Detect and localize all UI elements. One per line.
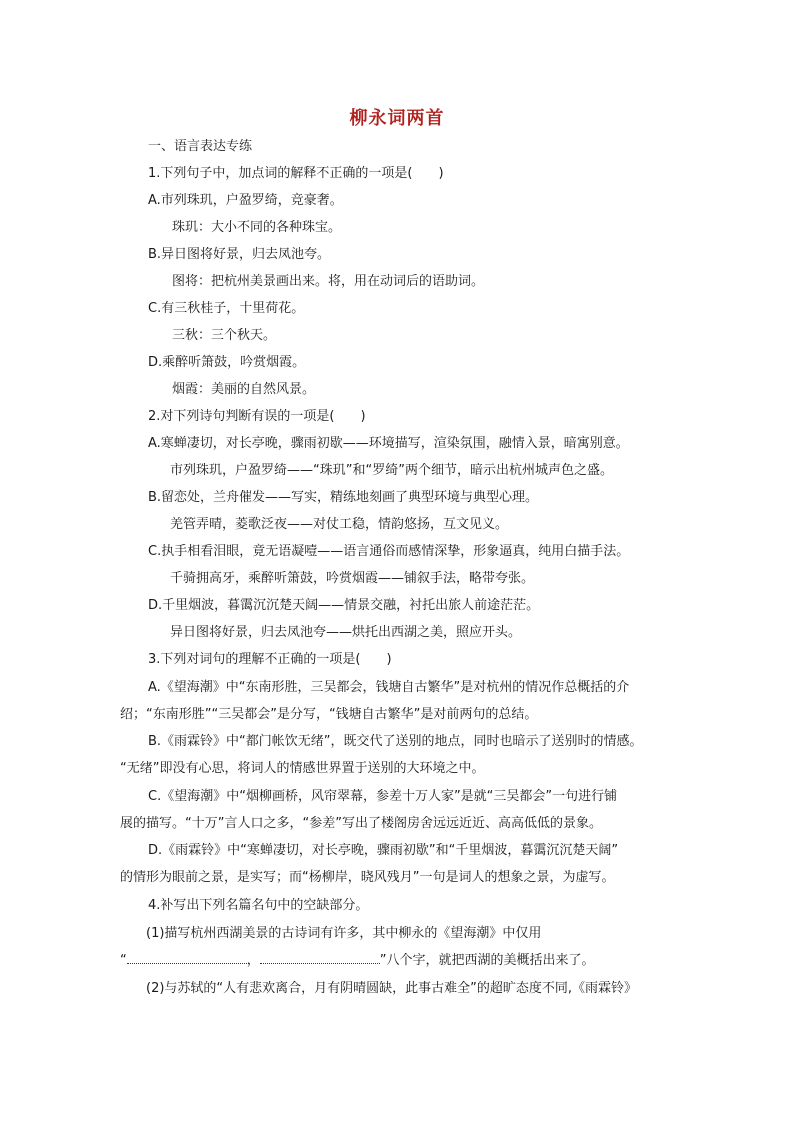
q1-option-a: A.市列珠玑，户盈罗绮，竞豪奢。	[148, 193, 343, 208]
q3-option-d-line1: D.《雨霖铃》中“寒蝉凄切，对长亭晚，骤雨初歇”和“千里烟波，暮霭沉沉楚天阔”	[148, 843, 619, 858]
q2-option-d-line2: 异日图将好景，归去凤池夸——烘托出西湖之美，照应开头。	[170, 625, 522, 640]
q3-option-c-line1: C.《望海潮》中“烟柳画桥，风帘翠幕，参差十万人家”是就“三吴都会”一句进行铺	[148, 789, 618, 804]
q1-option-a-note: 珠玑：大小不同的各种珠宝。	[172, 220, 342, 235]
q4-item2-line1: (2)与苏轼的“人有悲欢离合，月有阴晴圆缺，此事古难全”的超旷态度不同,《雨霖铃》	[146, 981, 638, 996]
q2-option-c-line1: C.执手相看泪眼，竟无语凝噎——语言通俗而感情深挚，形象逼真，纯用白描手法。	[148, 544, 630, 559]
section-heading: 一、语言表达专练	[148, 139, 253, 154]
q1-option-c-note: 三秋：三个秋天。	[172, 328, 277, 343]
item1-closing-text: ”八个字，就把西湖的美概括出来了。	[379, 953, 595, 968]
q1-option-b: B.异日图将好景，归去凤池夸。	[148, 247, 331, 262]
q3-option-a-line1: A.《望海潮》中“东南形胜，三吴都会，钱塘自古繁华”是对杭州的情况作总概括的介	[148, 680, 630, 695]
q1-option-c: C.有三秋桂子，十里荷花。	[148, 301, 305, 316]
q3-option-b-line1: B.《雨霖铃》中“都门帐饮无绪”，既交代了送别的地点，同时也暗示了送别时的情感。	[148, 734, 643, 749]
page-title: 柳永词两首	[349, 108, 445, 129]
q2-option-a-line1: A.寒蝉凄切，对长亭晚，骤雨初歇——环境描写，渲染氛围，融情入景，暗寓别意。	[148, 436, 629, 451]
q3-stem: 3.下列对词句的理解不正确的一项是( )	[148, 652, 392, 667]
q1-stem: 1.下列句子中，加点词的解释不正确的一项是( )	[148, 166, 444, 181]
q1-option-d: D.乘醉听箫鼓，吟赏烟霞。	[148, 355, 306, 370]
q3-option-c-line2: 展的描写。“十万”言人口之多，“参差”写出了楼阁房舍远远近近、高高低低的景象。	[120, 816, 602, 831]
q3-option-a-line2: 绍；“东南形胜”“三吴都会”是分写，“钱塘自古繁华”是对前两句的总结。	[120, 707, 538, 722]
q2-option-d-line1: D.千里烟波，暮霭沉沉楚天阔——情景交融，衬托出旅人前途茫茫。	[148, 598, 540, 613]
q3-option-b-line2: “无绪”即没有心思，将词人的情感世界置于送别的大环境之中。	[120, 761, 485, 776]
q3-option-d-line2: 的情形为眼前之景，是实写；而“杨柳岸，晓风残月”一句是词人的想象之景，为虚写。	[120, 870, 615, 885]
q1-option-d-note: 烟霞：美丽的自然风景。	[172, 382, 316, 397]
q4-stem: 4.补写出下列名篇名句中的空缺部分。	[148, 898, 369, 913]
q2-option-b-line1: B.留恋处，兰舟催发——写实，精练地刻画了典型环境与典型心理。	[148, 490, 539, 505]
q2-option-b-line2: 羌管弄晴，菱歌泛夜——对仗工稳，情韵悠扬，互文见义。	[170, 517, 509, 532]
q2-stem: 2.对下列诗句判断有误的一项是( )	[148, 409, 366, 424]
fill-blank-2[interactable]	[260, 951, 380, 964]
q2-option-c-line2: 千骑拥高牙，乘醉听箫鼓，吟赏烟霞——铺叙手法，略带夸张。	[170, 571, 535, 586]
q4-item1-line2	[120, 951, 595, 971]
q2-option-a-line2: 市列珠玑，户盈罗绮——“珠玑”和“罗绮”两个细节，暗示出杭州城声色之盛。	[170, 463, 613, 478]
q4-item1-line1: (1)描写杭州西湖美景的古诗词有许多，其中柳永的《望海潮》中仅用	[146, 926, 542, 941]
q1-option-b-note: 图将：把杭州美景画出来。将，用在动词后的语助词。	[172, 274, 485, 289]
open-quote: “	[120, 953, 127, 968]
comma: ，	[246, 953, 260, 968]
fill-blank-1[interactable]	[127, 951, 247, 964]
